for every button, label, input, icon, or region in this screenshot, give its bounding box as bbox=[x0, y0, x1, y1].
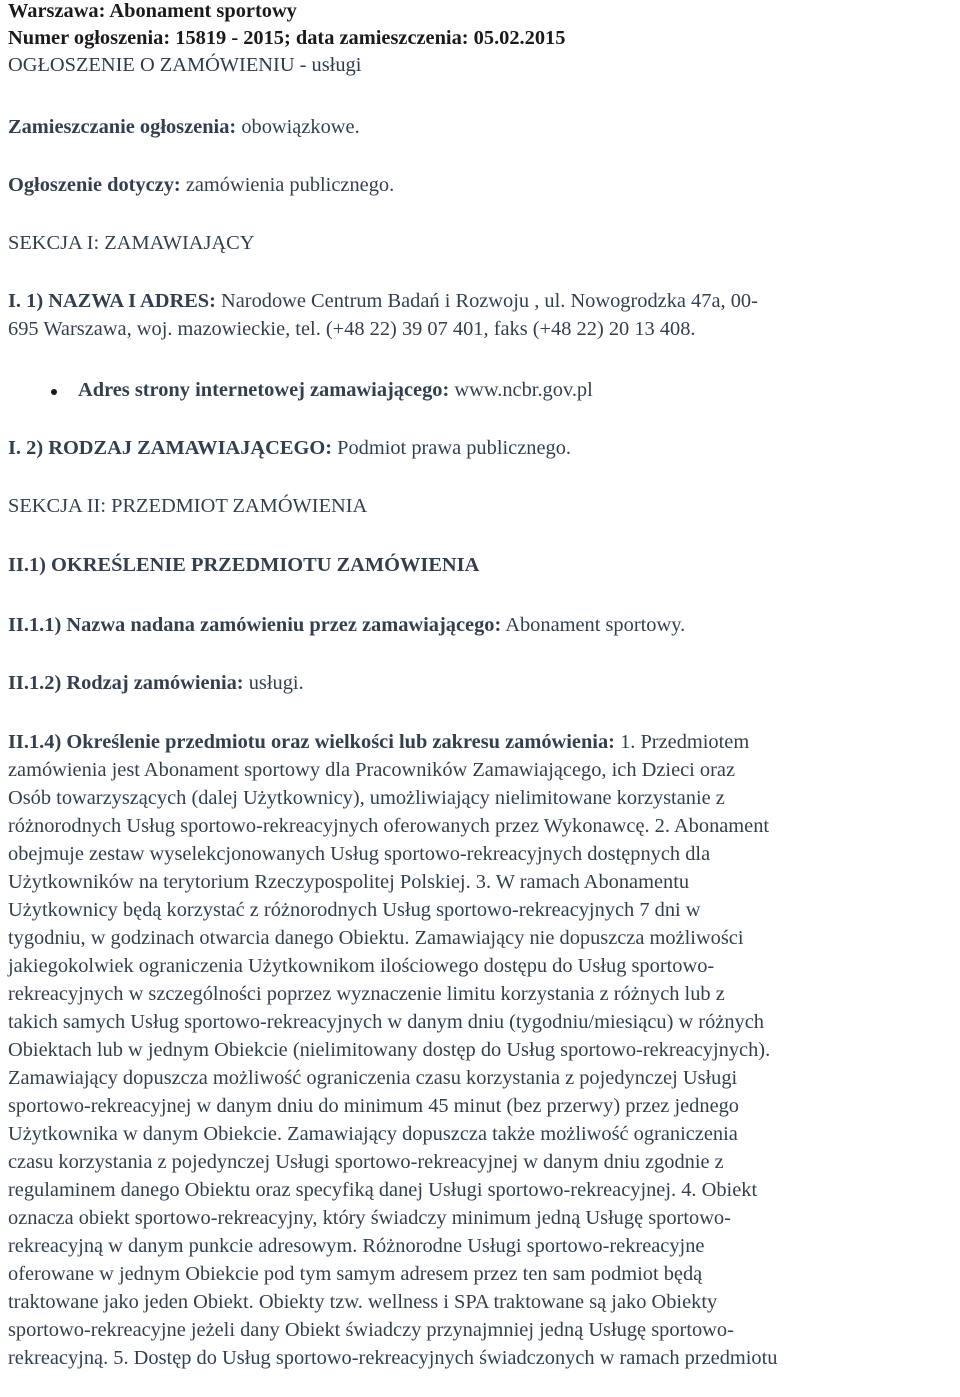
scope-line: czasu korzystania z pojedynczej Usługi sportowo-rekreacyjnej w danym dniu zgodnie z bbox=[8, 1151, 724, 1173]
scope-line: Użytkowników na terytorium Rzeczypospolitej Polskiej. 3. W ramach Abonamentu bbox=[8, 871, 690, 893]
name-address-label: I. 1) NAZWA I ADRES: bbox=[8, 290, 216, 312]
name-address-value-1: Narodowe Centrum Badań i Rozwoju , ul. Nowogrodzka 47a, 00- bbox=[221, 290, 758, 312]
placement-row bbox=[8, 113, 360, 141]
concerns-value: zamówienia publicznego. bbox=[185, 174, 395, 196]
placement-label: Zamieszczanie ogłoszenia: bbox=[8, 116, 237, 138]
announcement-number: Numer ogłoszenia: 15819 - 2015; data zamieszczenia: 05.02.2015 bbox=[8, 27, 566, 49]
scope-first-line bbox=[8, 728, 956, 756]
scope-line: tygodniu, w godzinach otwarcia danego Obiektu. Zamawiający nie dopuszcza możliwości bbox=[8, 927, 744, 949]
document-body bbox=[8, 0, 956, 1369]
concerns-label: Ogłoszenie dotyczy: bbox=[8, 174, 181, 196]
bullet-dot-icon bbox=[51, 389, 57, 395]
order-type-value: usługi. bbox=[248, 672, 304, 694]
concerns-row bbox=[8, 171, 394, 199]
website-row bbox=[8, 376, 956, 404]
scope-line: rekreacyjną w danym punkcie adresowym. Różnorodne Usługi sportowo-rekreacyjne bbox=[8, 1235, 705, 1257]
scope-line: Zamawiający dopuszcza możliwość ograniczenia czasu korzystania z pojedynczej Usługi bbox=[8, 1067, 738, 1089]
contractor-type-value: Podmiot prawa publicznego. bbox=[337, 437, 571, 459]
scope-line: rekreacyjną. 5. Dostęp do Usług sportowo-rekreacyjnych świadczonych w ramach przedmiotu bbox=[8, 1347, 778, 1369]
scope-line: zamówienia jest Abonament sportowy dla Pracowników Zamawiającego, ich Dzieci oraz bbox=[8, 759, 736, 781]
contractor-name-block bbox=[8, 287, 956, 343]
order-type-row bbox=[8, 669, 304, 697]
scope-line: sportowo-rekreacyjne jeżeli dany Obiekt świadczy przynajmniej jedną Usługę sportowo- bbox=[8, 1319, 734, 1341]
scope-line: sportowo-rekreacyjnej w danym dniu do minimum 45 minut (bez przerwy) przez jednego bbox=[8, 1095, 740, 1117]
section-2-title: SEKCJA II: PRZEDMIOT ZAMÓWIENIA bbox=[8, 495, 368, 517]
scope-line: różnorodnych Usług sportowo-rekreacyjnych oferowanych przez Wykonawcę. 2. Abonament bbox=[8, 815, 770, 837]
scope-line: Osób towarzyszących (dalej Użytkownicy), umożliwiający nielimitowane korzystanie z bbox=[8, 787, 725, 809]
scope-line-0: 1. Przedmiotem bbox=[614, 731, 750, 753]
document-header bbox=[8, 0, 956, 79]
scope-paragraph bbox=[8, 728, 956, 1372]
order-name-row bbox=[8, 611, 685, 639]
placement-value: obowiązkowe. bbox=[241, 116, 360, 138]
section-2-subtitle: II.1) OKREŚLENIE PRZEDMIOTU ZAMÓWIENIA bbox=[8, 554, 480, 576]
contractor-type-row bbox=[8, 434, 571, 462]
scope-line: oferowane w jednym Obiekcie pod tym samym adresem przez ten sam podmiot będą bbox=[8, 1263, 703, 1285]
scope-label: II.1.4) Określenie przedmiotu oraz wielkości lub zakresu zamówienia: bbox=[8, 731, 615, 753]
document-title: Warszawa: Abonament sportowy bbox=[8, 0, 297, 22]
scope-line: Użytkownika w danym Obiekcie. Zamawiający dopuszcza także możliwość ograniczenia bbox=[8, 1123, 738, 1145]
scope-line: jakiegokolwiek ograniczenia Użytkownikom ilościowego dostępu do Usług sportowo- bbox=[8, 955, 715, 977]
website-label: Adres strony internetowej zamawiającego: bbox=[78, 379, 450, 401]
scope-line: regulaminem danego Obiektu oraz specyfiką danej Usługi sportowo-rekreacyjnej. 4. Obiekt bbox=[8, 1179, 758, 1201]
scope-line: obejmuje zestaw wyselekcjonowanych Usług sportowo-rekreacyjnych dostępnych dla bbox=[8, 843, 711, 865]
website-link[interactable]: www.ncbr.gov.pl bbox=[454, 379, 593, 401]
scope-line: takich samych Usług sportowo-rekreacyjnych w danym dniu (tygodniu/miesiącu) w różnych bbox=[8, 1011, 764, 1033]
name-address-value-2: 695 Warszawa, woj. mazowieckie, tel. (+48 22) 39 07 401, faks (+48 22) 20 13 408. bbox=[8, 318, 696, 340]
scope-line: rekreacyjnych w szczególności poprzez wyznaczenie limitu korzystania z różnych lub z bbox=[8, 983, 725, 1005]
order-type-label: II.1.2) Rodzaj zamówienia: bbox=[8, 672, 244, 694]
scope-line: traktowane jako jeden Obiekt. Obiekty tzw. wellness i SPA traktowane są jako Obiekty bbox=[8, 1291, 718, 1313]
order-name-label: II.1.1) Nazwa nadana zamówieniu przez zamawiającego: bbox=[8, 614, 502, 636]
scope-line: Użytkownicy będą korzystać z różnorodnych Usług sportowo-rekreacyjnych 7 dni w bbox=[8, 899, 701, 921]
scope-line: oznacza obiekt sportowo-rekreacyjny, który świadczy minimum jedną Usługę sportowo- bbox=[8, 1207, 731, 1229]
section-1-title: SEKCJA I: ZAMAWIAJĄCY bbox=[8, 232, 255, 254]
order-name-value: Abonament sportowy. bbox=[505, 614, 686, 636]
scope-line: Obiektach lub w jednym Obiekcie (nielimitowany dostęp do Usług sportowo-rekreacyjnych). bbox=[8, 1039, 771, 1061]
contractor-type-label: I. 2) RODZAJ ZAMAWIAJĄCEGO: bbox=[8, 437, 332, 459]
announcement-type: OGŁOSZENIE O ZAMÓWIENIU - usługi bbox=[8, 54, 362, 76]
